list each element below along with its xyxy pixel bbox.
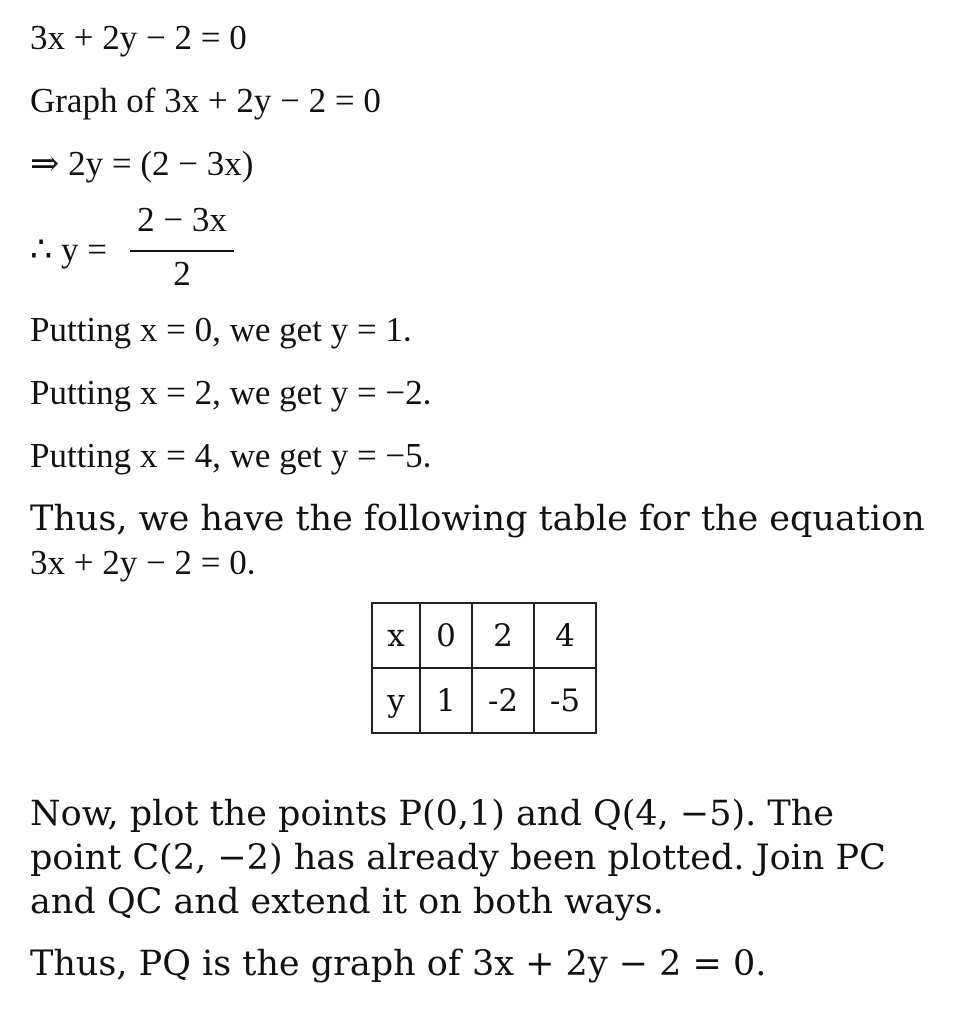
conclusion-line: Thus, PQ is the graph of 3x + 2y − 2 = 0.: [30, 944, 767, 984]
table-cell: -2: [472, 668, 534, 733]
plot-instructions: Now, plot the points P(0,1) and Q(4, −5). The point C(2, −2) has already been plotted. Join PC and QC and extend it on both ways.: [30, 794, 886, 922]
values-table: [371, 602, 597, 734]
graph-heading: Graph of 3x + 2y − 2 = 0: [30, 81, 381, 120]
fraction-numerator: 2 − 3x: [137, 200, 227, 239]
putting-line-2: Putting x = 2, we get y = −2.: [30, 373, 432, 412]
table-intro-line-2: 3x + 2y − 2 = 0.: [30, 543, 256, 582]
fraction-lhs: ∴ y =: [30, 230, 108, 269]
table-cell: 0: [420, 603, 472, 668]
table-row-x: [372, 603, 596, 668]
table-cell: 4: [534, 603, 596, 668]
table-header-y: y: [372, 668, 420, 733]
table-cell: 1: [420, 668, 472, 733]
table-intro-line-1: Thus, we have the following table for the equation: [30, 499, 925, 539]
rearranged-equation: ⇒ 2y = (2 − 3x): [30, 144, 254, 183]
putting-line-1: Putting x = 0, we get y = 1.: [30, 310, 412, 349]
equation-line: 3x + 2y − 2 = 0: [30, 18, 247, 57]
table-header-x: x: [372, 603, 420, 668]
fraction-denominator: 2: [173, 254, 191, 293]
fraction-bar: [130, 250, 234, 252]
putting-line-3: Putting x = 4, we get y = −5.: [30, 436, 432, 475]
table-cell: 2: [472, 603, 534, 668]
table-cell: -5: [534, 668, 596, 733]
table-row-y: [372, 668, 596, 733]
